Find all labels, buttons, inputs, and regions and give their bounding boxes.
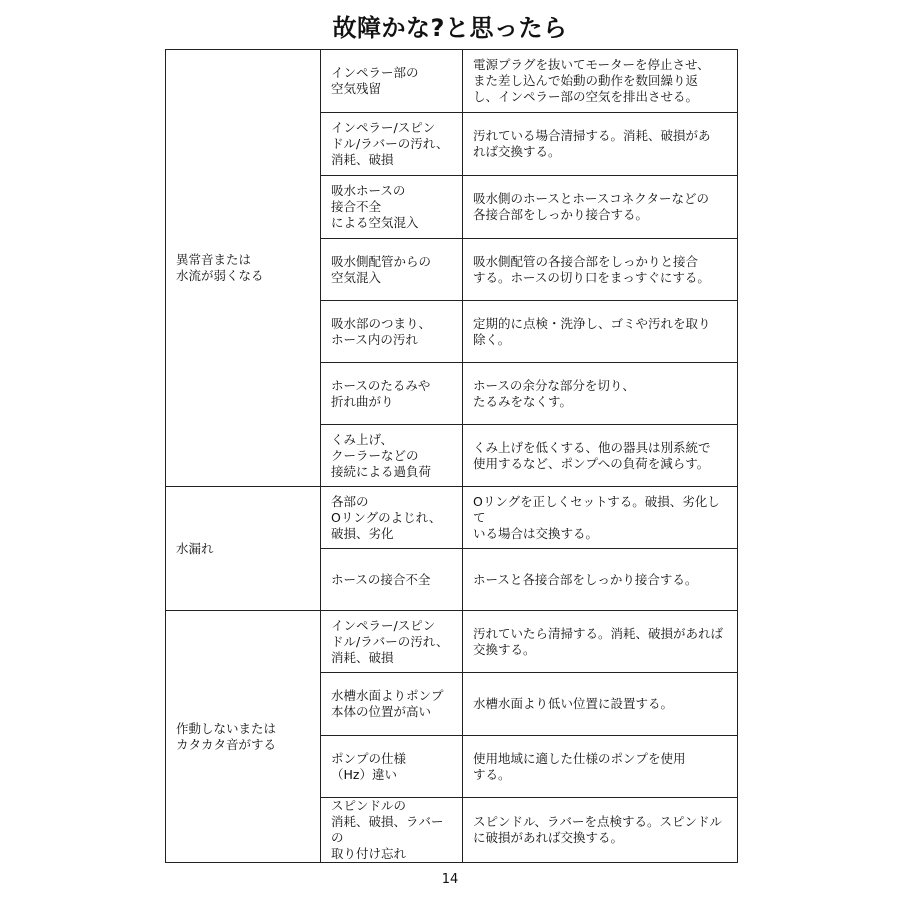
symptom-label: 作動しないまたは カタカタ音がする bbox=[176, 720, 277, 752]
remedy-cell: くみ上げを低くする、他の器具は別系統で 使用するなど、ポンプへの負荷を減らす。 bbox=[463, 425, 738, 487]
remedy-cell: 吸水側のホースとホースコネクターなどの 各接合部をしっかり接合する。 bbox=[463, 176, 738, 239]
cause-cell: 各部の Oリングのよじれ、 破損、劣化 bbox=[321, 487, 463, 549]
table-row bbox=[166, 50, 738, 113]
cause-cell: 吸水側配管からの 空気混入 bbox=[321, 239, 463, 301]
page-title: 故障かな?と思ったら bbox=[332, 14, 568, 42]
cause-cell: スピンドルの 消耗、破損、ラバーの 取り付け忘れ bbox=[321, 798, 463, 863]
troubleshooting-table bbox=[165, 49, 738, 863]
cause-cell: 水槽水面よりポンプ 本体の位置が高い bbox=[321, 673, 463, 736]
cause-cell: 吸水ホースの 接合不全 による空気混入 bbox=[321, 176, 463, 239]
remedy-cell: 水槽水面より低い位置に設置する。 bbox=[463, 673, 738, 736]
cause-cell: インペラー/スピン ドル/ラバーの汚れ、 消耗、破損 bbox=[321, 611, 463, 673]
remedy-cell: 汚れていたら清掃する。消耗、破損があれば 交換する。 bbox=[463, 611, 738, 673]
remedy-cell: Oリングを正しくセットする。破損、劣化して いる場合は交換する。 bbox=[463, 487, 738, 549]
cause-cell: くみ上げ、 クーラーなどの 接続による過負荷 bbox=[321, 425, 463, 487]
remedy-cell: ホースと各接合部をしっかり接合する。 bbox=[463, 549, 738, 611]
cause-cell: ポンプの仕様 （Hz）違い bbox=[321, 736, 463, 798]
remedy-cell: 定期的に点検・洗浄し、ゴミや汚れを取り 除く。 bbox=[463, 301, 738, 363]
remedy-cell: スピンドル、ラバーを点検する。スピンドル に破損があれば交換する。 bbox=[463, 798, 738, 863]
remedy-cell: ホースの余分な部分を切り、 たるみをなくす。 bbox=[463, 363, 738, 425]
cause-cell: インペラー部の 空気残留 bbox=[321, 50, 463, 113]
remedy-cell: 汚れている場合清掃する。消耗、破損があ れば交換する。 bbox=[463, 113, 738, 176]
cause-cell: ホースの接合不全 bbox=[321, 549, 463, 611]
symptom-label: 異常音または 水流が弱くなる bbox=[176, 252, 264, 283]
cause-cell: インペラー/スピン ドル/ラバーの汚れ、 消耗、破損 bbox=[321, 113, 463, 176]
symptom-cell bbox=[166, 487, 321, 611]
page-number: 14 bbox=[441, 872, 459, 887]
symptom-cell bbox=[166, 50, 321, 487]
remedy-cell: 使用地域に適した仕様のポンプを使用 する。 bbox=[463, 736, 738, 798]
cause-cell: ホースのたるみや 折れ曲がり bbox=[321, 363, 463, 425]
remedy-cell: 吸水側配管の各接合部をしっかりと接合 する。ホースの切り口をまっすぐにする。 bbox=[463, 239, 738, 301]
cause-cell: 吸水部のつまり、 ホース内の汚れ bbox=[321, 301, 463, 363]
symptom-label: 水漏れ bbox=[176, 540, 214, 556]
remedy-cell: 電源プラグを抜いてモーターを停止させ、 また差し込んで始動の動作を数回繰り返 し、インペラー部の空気を排出させる。 bbox=[463, 50, 738, 113]
symptom-cell bbox=[166, 611, 321, 863]
table-row bbox=[166, 487, 738, 549]
table-row bbox=[166, 611, 738, 673]
